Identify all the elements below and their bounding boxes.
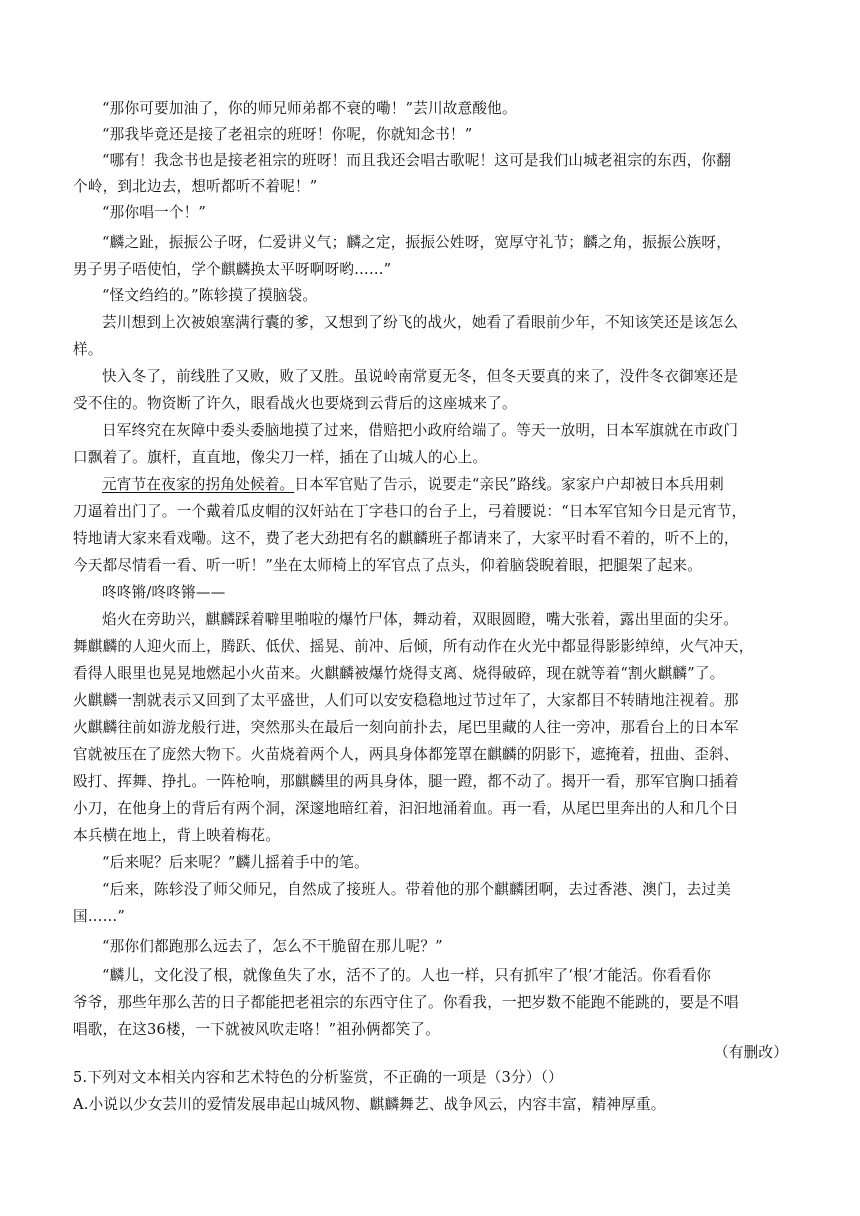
- text-line: “那你们都跑那么远去了，怎么不干脆留在那儿呢？”: [102, 938, 443, 955]
- text-line: 咚咚锵/咚咚锵——: [102, 584, 226, 601]
- text-line: 舞麒麟的人迎火而上，腾跃、低伏、摇晃、前冲、后倾，所有动作在火光中都显得影影绰绰，火气冲天，: [73, 638, 754, 655]
- text-line: “麟儿，文化没了根，就像鱼失了水，活不了的。人也一样，只有抓牢了‘根’才能活。你看看你: [102, 967, 712, 984]
- text-line: 芸川想到上次被娘塞满行囊的爹，又想到了纷飞的战火，她看了看眼前少年，不知该笑还是该怎么: [102, 314, 739, 331]
- text-line: 小刀，在他身上的背后有两个洞，深邃地暗红着，汩汩地涌着血。再一看，从尾巴里奔出的人和几个日: [73, 800, 739, 817]
- text-line: “哪有！我念书也是接老祖宗的班呀！而且我还会唱古歌呢！这可是我们山城老祖宗的东西，你翻: [102, 152, 732, 169]
- text-line: 爷爷，那些年那么苦的日子都能把老祖宗的东西守住了。你看我，一把岁数不能跑不能跳的，要是不唱: [73, 994, 739, 1011]
- text-line: 火麒麟一割就表示又回到了太平盛世，人们可以安安稳稳地过节过年了，大家都目不转睛地注视着。那: [73, 692, 739, 709]
- text-line: “那我毕竟还是接了老祖宗的班呀！你呢，你就知念书！”: [102, 126, 473, 143]
- text-line: 特地请大家来看戏嘞。这不，费了老大劲把有名的麒麟班子都请来了，大家平时看不着的，听不上的，: [73, 530, 739, 547]
- text-line: 唱歌，在这36楼，一下就被风吹走咯！”祖孙俩都笑了。: [73, 1021, 440, 1038]
- text-line: “那你可要加油了，你的师兄师弟都不衰的嘞！”芸川故意酸他。: [102, 100, 517, 117]
- text-line: [73, 472, 788, 498]
- text-line: “麟之趾，振振公子呀，仁爱讲义气；麟之定，振振公姓呀，宽厚守礼节；麟之角，振振公族呀，: [102, 234, 732, 251]
- text-line: “后来，陈轸没了师父师兄，自然成了接班人。带着他的那个麒麟团啊，去过香港、澳门，去过美: [102, 881, 732, 898]
- question-stem: 5.下列对文本相关内容和艺术特色的分析鉴赏，不正确的一项是（3分）（）: [73, 1069, 563, 1086]
- text-line: 官就被压在了庞然大物下。火苗烧着两个人，两具身体都笼罩在麒麟的阴影下，遮掩着，扭曲、歪斜、: [73, 746, 739, 763]
- text-line: “那你唱一个！”: [102, 204, 207, 221]
- text-line: 刀逼着出门了。一个戴着瓜皮帽的汉奸站在丁字巷口的台子上，弓着腰说：“日本军官知今日是元宵节，: [73, 503, 747, 520]
- text-line: 口飘着了。旗杆，直直地，像尖刀一样，插在了山城人的心上。: [73, 449, 488, 466]
- text-line: 样。: [73, 341, 103, 358]
- text-line: 快入冬了，前线胜了又败，败了又胜。虽说岭南常夏无冬，但冬天要真的来了，没件冬衣御寒还是: [102, 368, 739, 385]
- text-line: “后来呢？后来呢？”麟儿摇着手中的笔。: [102, 854, 369, 871]
- text-line: 日军终究在灰障中委头委脑地摸了过来，借赔把小政府给端了。等天一放明，日本军旗就在市政门: [102, 422, 739, 439]
- text-span: 日本军官贴了告示，说要走“亲民”路线。家家户户却被日本兵用刺: [294, 476, 724, 493]
- underlined-sentence: 元宵节在夜家的拐角处候着。: [102, 476, 295, 493]
- text-line: 看得人眼里也晃晃地燃起小火苗来。火麒麟被爆竹烧得支离、烧得破碎，现在就等着“割火麒麟”了。: [73, 665, 725, 682]
- option-a: A.小说以少女芸川的爱情发展串起山城风物、麒麟舞艺、战争风云，内容丰富，精神厚重。: [73, 1096, 666, 1113]
- source-note: （有删改）: [714, 1044, 788, 1061]
- text-line: 国……”: [73, 908, 126, 925]
- text-line: 个岭，到北边去，想听都听不着呢！”: [73, 178, 318, 195]
- text-line: 男子男子唔使怕，学个麒麟换太平呀啊呀哟……”: [73, 261, 392, 278]
- text-line: 受不住的。物资断了许久，眼看战火也要烧到云背后的这座城来了。: [73, 395, 517, 412]
- text-line: 本兵横在地上，背上映着梅花。: [73, 827, 281, 844]
- text-line: 焰火在旁助兴，麒麟踩着噼里啪啦的爆竹尸体，舞动着，双眼圆瞪，嘴大张着，露出里面的尖牙。: [102, 611, 739, 628]
- text-line: 火麒麟往前如游龙般行进，突然那头在最后一刻向前扑去，尾巴里藏的人往一旁冲，那看台上的日本军: [73, 719, 739, 736]
- text-line: 今天都尽情看一看、听一听！”坐在太师椅上的军官点了点头，仰着脑袋睨着眼，把腿架了起来。: [73, 557, 703, 574]
- text-line: 殴打、挥舞、挣扎。一阵枪响，那麒麟里的两具身体，腿一蹬，都不动了。揭开一看，那军官胸口插着: [73, 773, 739, 790]
- text-line: “怪文绉绉的。”陈轸摸了摸脑袋。: [102, 287, 318, 304]
